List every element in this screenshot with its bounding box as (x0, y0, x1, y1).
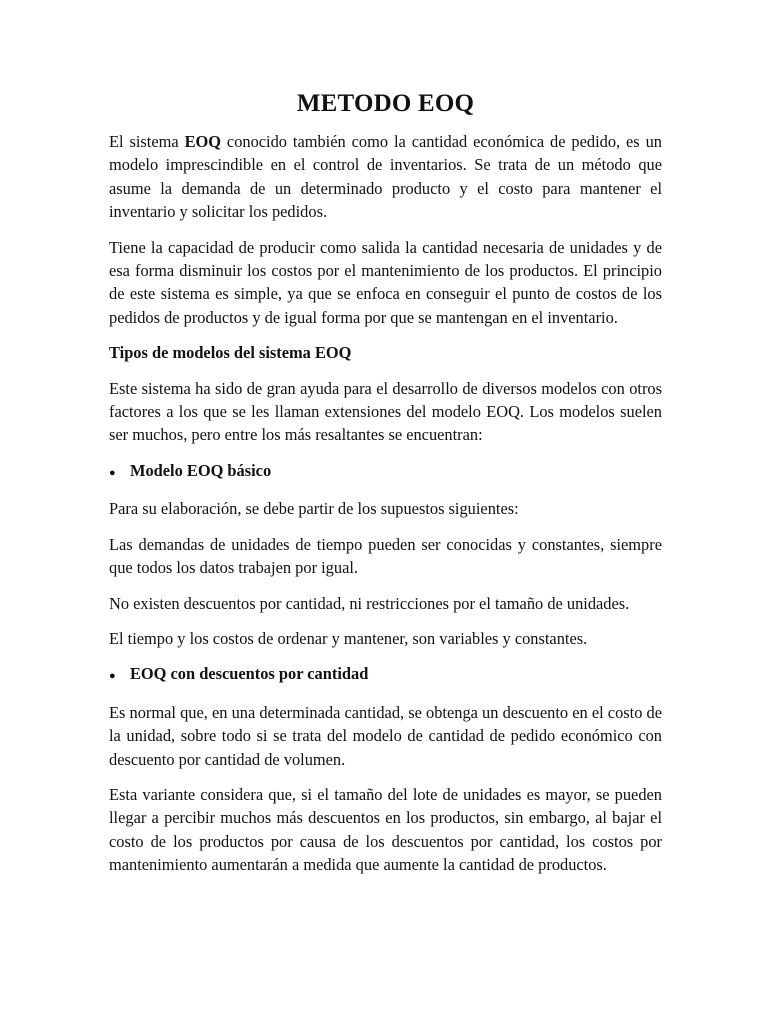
paragraph-capacity: Tiene la capacidad de producir como salida la cantidad necesaria de unidades y de esa forma disminuir los costos por el mantenimiento de los productos. El principio de este sistema es simple, ya que se enfoca en conseguir el punto de costos de los pedidos de productos y de igual forma por que se mantengan en el inventario. (109, 237, 662, 327)
section-heading-types: Tipos de modelos del sistema EOQ (109, 343, 352, 363)
document-title: METODO EOQ (296, 90, 475, 117)
paragraph-demand: Las demandas de unidades de tiempo pueden ser conocidas y constantes, siempre que todos los datos trabajen por igual. (109, 534, 662, 578)
paragraph-time-costs: El tiempo y los costos de ordenar y mantener, son variables y constantes. (109, 628, 588, 648)
paragraph-variant: Esta variante considera que, si el tamaño del lote de unidades es mayor, se pueden llegar a percibir muchos más descuentos en los productos, sin embargo, al bajar el costo de los productos por causa de los descuentos por cantidad, los costos por mantenimiento aumentarán a medida que aumente la cantidad de productos. (109, 784, 662, 875)
bullet-item-quantity-discounts (109, 662, 662, 688)
paragraph-discount-normal: Es normal que, en una determinada cantidad, se obtenga un descuento en el costo de la unidad, sobre todo si se trata del modelo de cantidad de pedido económico con descuento por cantidad de volumen. (109, 702, 662, 769)
bullet-dot-icon: ● (109, 466, 116, 479)
bullet-label-basic-model: Modelo EOQ básico (130, 460, 272, 480)
paragraph-intro-bold: EOQ (184, 132, 221, 151)
paragraph-assumptions: Para su elaboración, se debe partir de los supuestos siguientes: (109, 499, 519, 519)
paragraph-no-discounts: No existen descuentos por cantidad, ni restricciones por el tamaño de unidades. (109, 593, 630, 613)
bullet-dot-icon: ● (109, 670, 116, 683)
paragraph-intro-pre: El sistema (109, 132, 185, 151)
paragraph-intro (109, 130, 662, 224)
bullet-label-quantity-discounts: EOQ con descuentos por cantidad (130, 664, 369, 684)
paragraph-models: Este sistema ha sido de gran ayuda para el desarrollo de diversos modelos con otros factores a los que se les llaman extensiones del modelo EOQ. Los modelos suelen ser muchos, pero entre los más resaltantes se encuentran: (109, 378, 662, 445)
bullet-item-basic-model (109, 459, 662, 485)
paragraph-intro-post: conocido también como la cantidad económica de pedido, es un modelo imprescindible en el control de inventarios. Se trata de un método que asume la demanda de un determinado producto y el costo para mantener el inventario y solicitar los pedidos. (109, 132, 662, 222)
